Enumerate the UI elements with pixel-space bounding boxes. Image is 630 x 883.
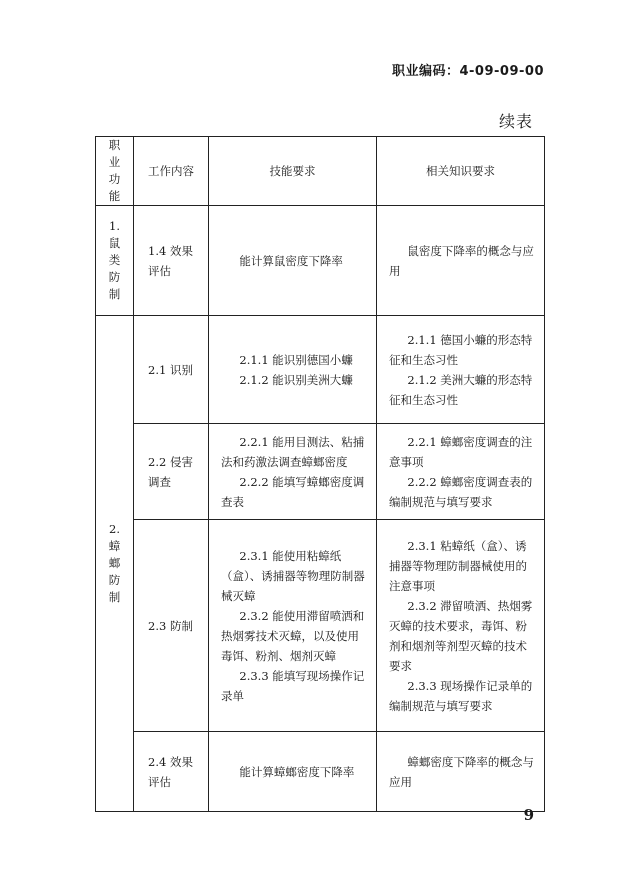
knowledge-line: 2.2.2 蟑螂密度调查表的编制规范与填写要求 — [389, 474, 533, 509]
table-row — [96, 424, 545, 520]
knowledge-line: 2.3.2 滞留喷洒、热烟雾灭蟑的技术要求，毒饵、粉剂和烟剂等剂型灭蟑的技术要求 — [389, 598, 533, 673]
knowledge-cell — [377, 424, 545, 520]
function-cell: 2. 蟑螂防制 — [96, 316, 134, 812]
skill-line: 2.3.1 能使用粘蟑纸（盒）、诱捕器等物理防制器械灭蟑 — [221, 548, 365, 603]
skills-table — [95, 136, 545, 812]
skill-line: 2.1.2 能识别美洲大蠊 — [239, 372, 353, 387]
continued-label: 续表 — [498, 112, 533, 131]
skills-cell — [209, 520, 377, 732]
work-content-cell: 1.4 效果评估 — [134, 206, 209, 316]
knowledge-line: 2.2.1 蟑螂密度调查的注意事项 — [389, 434, 533, 469]
table-header-row — [96, 137, 545, 206]
table-row — [96, 520, 545, 732]
function-cell: 1. 鼠类防制 — [96, 206, 134, 316]
knowledge-line: 2.1.1 德国小蠊的形态特征和生态习性 — [389, 332, 533, 367]
skill-line: 能计算鼠密度下降率 — [239, 253, 343, 268]
occupation-code: 职业编码：4-09-09-00 — [391, 64, 544, 79]
knowledge-cell — [377, 732, 545, 812]
skill-line: 2.3.2 能使用滞留喷洒和热烟雾技术灭蟑，以及使用毒饵、粉剂、烟剂灭蟑 — [221, 608, 365, 663]
header-function: 职业功能 — [96, 137, 134, 206]
knowledge-cell — [377, 206, 545, 316]
skill-line: 2.2.2 能填写蟑螂密度调查表 — [221, 474, 365, 509]
header-skills: 技能要求 — [209, 137, 377, 206]
work-content-cell: 2.3 防制 — [134, 520, 209, 732]
knowledge-cell — [377, 520, 545, 732]
knowledge-line: 2.3.3 现场操作记录单的编制规范与填写要求 — [389, 678, 533, 713]
table-row — [96, 732, 545, 812]
knowledge-line: 鼠密度下降率的概念与应用 — [389, 243, 534, 278]
skills-cell — [209, 424, 377, 520]
table-row — [96, 206, 545, 316]
skills-cell — [209, 206, 377, 316]
knowledge-line: 蟑螂密度下降率的概念与应用 — [389, 754, 534, 789]
header-knowledge: 相关知识要求 — [377, 137, 545, 206]
skill-line: 2.3.3 能填写现场操作记录单 — [221, 668, 365, 703]
skills-cell — [209, 732, 377, 812]
work-content-cell: 2.1 识别 — [134, 316, 209, 424]
table-row — [96, 316, 545, 424]
skill-line: 2.2.1 能用目测法、粘捕法和药激法调查蟑螂密度 — [221, 434, 365, 469]
header-work-content: 工作内容 — [134, 137, 209, 206]
skill-line: 2.1.1 能识别德国小蠊 — [239, 352, 353, 367]
knowledge-line: 2.1.2 美洲大蠊的形态特征和生态习性 — [389, 372, 533, 407]
work-content-cell: 2.4 效果评估 — [134, 732, 209, 812]
skills-cell — [209, 316, 377, 424]
page-number: 9 — [523, 806, 534, 824]
work-content-cell: 2.2 侵害调查 — [134, 424, 209, 520]
skill-line: 能计算蟑螂密度下降率 — [239, 764, 355, 779]
knowledge-line: 2.3.1 粘蟑纸（盒）、诱捕器等物理防制器械使用的注意事项 — [389, 538, 527, 593]
knowledge-cell — [377, 316, 545, 424]
